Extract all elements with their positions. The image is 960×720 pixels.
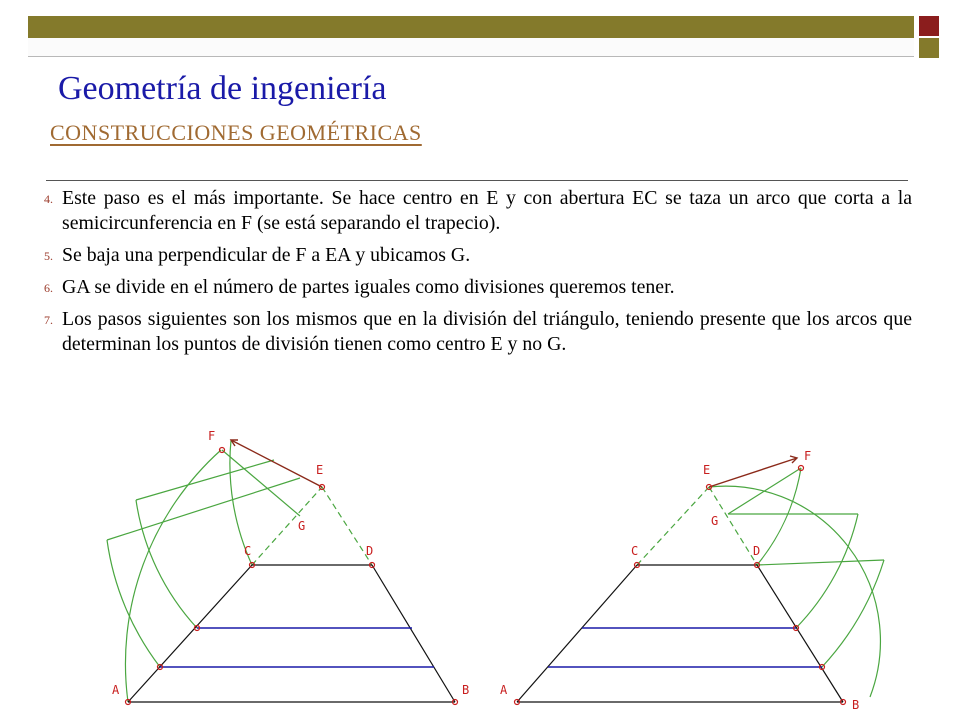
right-construction [500, 449, 884, 712]
step-number: 6. [44, 281, 53, 295]
left-label-g: G [298, 519, 306, 533]
title-divider [46, 180, 908, 181]
slide-subtitle: CONSTRUCCIONES GEOMÉTRICAS [50, 120, 422, 145]
right-semicircle-arc [709, 486, 880, 697]
right-side-ac [517, 565, 637, 702]
step-text: GA se divide en el número de partes iguales como divisiones queremos tener. [62, 276, 675, 298]
right-division-arc-1 [796, 514, 858, 628]
left-label-c: C [244, 544, 252, 558]
olive-square-accent [919, 38, 939, 58]
step-text: Se baja una perpendicular de F a EA y ubicamos G. [62, 244, 471, 266]
left-dashed-ed [322, 487, 372, 565]
slide-title: Geometría de ingeniería [58, 70, 387, 107]
right-label-b: B [852, 698, 860, 712]
right-dashed-ec [637, 487, 709, 565]
left-side-bd [372, 565, 455, 702]
step-number: 5. [44, 249, 53, 263]
right-label-d: D [753, 544, 761, 558]
left-side-ac [128, 565, 252, 702]
step-text: Los pasos siguientes son los mismos que en la división del triángulo, teniendo presente que los arcos que determinan los puntos de división tienen como centro E y no G. [62, 308, 912, 355]
steps-list [44, 186, 912, 364]
left-label-d: D [366, 544, 374, 558]
step-item-6 [44, 275, 912, 300]
step-item-5 [44, 243, 912, 268]
red-square-accent [919, 16, 939, 36]
construction-figure [0, 425, 960, 720]
right-arc-arrow [709, 458, 797, 487]
left-construction [107, 429, 469, 705]
left-dashed-ec [252, 487, 322, 565]
right-label-e: E [703, 463, 711, 477]
right-label-f: F [804, 449, 812, 463]
step-text: Este paso es el más importante. Se hace centro en E y con abertura EC se taza un arco que corta a la semicircunferencia en F (se está separando el trapecio). [62, 187, 912, 234]
left-label-b: B [462, 683, 470, 697]
right-division-arc-2 [822, 560, 884, 667]
step-item-4 [44, 186, 912, 236]
step-number: 4. [44, 192, 53, 206]
olive-band [28, 16, 914, 38]
left-label-e: E [316, 463, 324, 477]
left-semicircle-arc [125, 450, 221, 702]
right-label-a: A [500, 683, 508, 697]
left-perp-line-2 [107, 478, 300, 540]
light-band [28, 38, 914, 57]
step-item-7 [44, 307, 912, 357]
left-label-a: A [112, 683, 120, 697]
right-side-bd [757, 565, 843, 702]
right-label-c: C [631, 544, 639, 558]
left-label-f: F [208, 429, 216, 443]
left-division-arc-1 [136, 500, 197, 628]
right-perp-line-2 [757, 560, 884, 565]
step-number: 7. [44, 313, 53, 327]
left-arc-arrow [231, 440, 322, 487]
top-decorative-bar [0, 16, 960, 58]
right-label-g: G [711, 514, 719, 528]
